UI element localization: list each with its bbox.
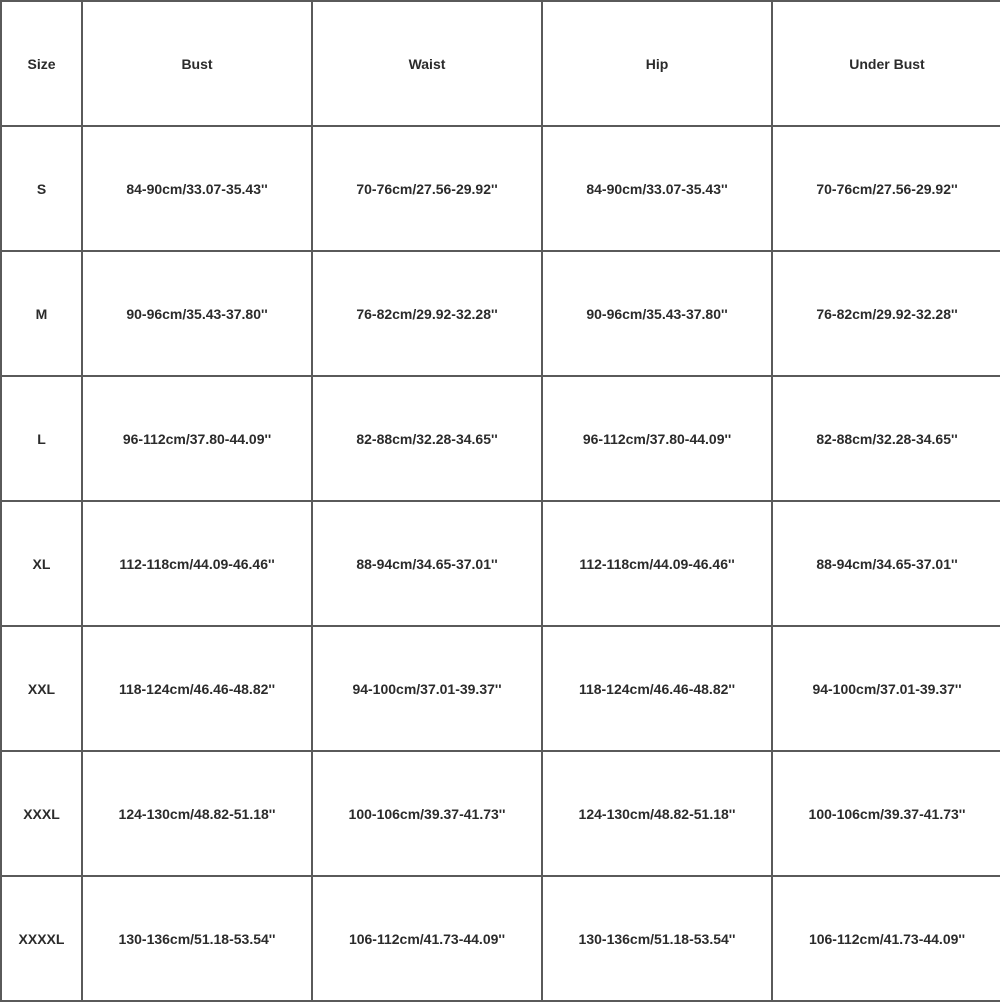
table-row bbox=[1, 876, 1000, 1001]
hip-cell: 112-118cm/44.09-46.46'' bbox=[542, 501, 772, 626]
bust-cell: 84-90cm/33.07-35.43'' bbox=[82, 126, 312, 251]
bust-cell: 112-118cm/44.09-46.46'' bbox=[82, 501, 312, 626]
waist-cell: 106-112cm/41.73-44.09'' bbox=[312, 876, 542, 1001]
waist-cell: 88-94cm/34.65-37.01'' bbox=[312, 501, 542, 626]
hip-cell: 96-112cm/37.80-44.09'' bbox=[542, 376, 772, 501]
header-waist: Waist bbox=[312, 1, 542, 126]
under-bust-cell: 70-76cm/27.56-29.92'' bbox=[772, 126, 1000, 251]
hip-cell: 130-136cm/51.18-53.54'' bbox=[542, 876, 772, 1001]
waist-cell: 82-88cm/32.28-34.65'' bbox=[312, 376, 542, 501]
size-cell: XXXXL bbox=[1, 876, 82, 1001]
waist-cell: 76-82cm/29.92-32.28'' bbox=[312, 251, 542, 376]
table-row bbox=[1, 376, 1000, 501]
bust-cell: 124-130cm/48.82-51.18'' bbox=[82, 751, 312, 876]
header-under-bust: Under Bust bbox=[772, 1, 1000, 126]
under-bust-cell: 106-112cm/41.73-44.09'' bbox=[772, 876, 1000, 1001]
waist-cell: 100-106cm/39.37-41.73'' bbox=[312, 751, 542, 876]
bust-cell: 96-112cm/37.80-44.09'' bbox=[82, 376, 312, 501]
table-row bbox=[1, 626, 1000, 751]
size-cell: M bbox=[1, 251, 82, 376]
hip-cell: 90-96cm/35.43-37.80'' bbox=[542, 251, 772, 376]
under-bust-cell: 88-94cm/34.65-37.01'' bbox=[772, 501, 1000, 626]
table-row bbox=[1, 126, 1000, 251]
size-cell: XXXL bbox=[1, 751, 82, 876]
under-bust-cell: 100-106cm/39.37-41.73'' bbox=[772, 751, 1000, 876]
hip-cell: 124-130cm/48.82-51.18'' bbox=[542, 751, 772, 876]
table-header-row bbox=[1, 1, 1000, 126]
waist-cell: 70-76cm/27.56-29.92'' bbox=[312, 126, 542, 251]
under-bust-cell: 94-100cm/37.01-39.37'' bbox=[772, 626, 1000, 751]
header-size: Size bbox=[1, 1, 82, 126]
hip-cell: 118-124cm/46.46-48.82'' bbox=[542, 626, 772, 751]
size-cell: XXL bbox=[1, 626, 82, 751]
table-row bbox=[1, 501, 1000, 626]
size-cell: XL bbox=[1, 501, 82, 626]
size-cell: S bbox=[1, 126, 82, 251]
header-hip: Hip bbox=[542, 1, 772, 126]
table-row bbox=[1, 751, 1000, 876]
bust-cell: 130-136cm/51.18-53.54'' bbox=[82, 876, 312, 1001]
waist-cell: 94-100cm/37.01-39.37'' bbox=[312, 626, 542, 751]
under-bust-cell: 82-88cm/32.28-34.65'' bbox=[772, 376, 1000, 501]
table-row bbox=[1, 251, 1000, 376]
under-bust-cell: 76-82cm/29.92-32.28'' bbox=[772, 251, 1000, 376]
size-cell: L bbox=[1, 376, 82, 501]
header-bust: Bust bbox=[82, 1, 312, 126]
bust-cell: 90-96cm/35.43-37.80'' bbox=[82, 251, 312, 376]
bust-cell: 118-124cm/46.46-48.82'' bbox=[82, 626, 312, 751]
hip-cell: 84-90cm/33.07-35.43'' bbox=[542, 126, 772, 251]
